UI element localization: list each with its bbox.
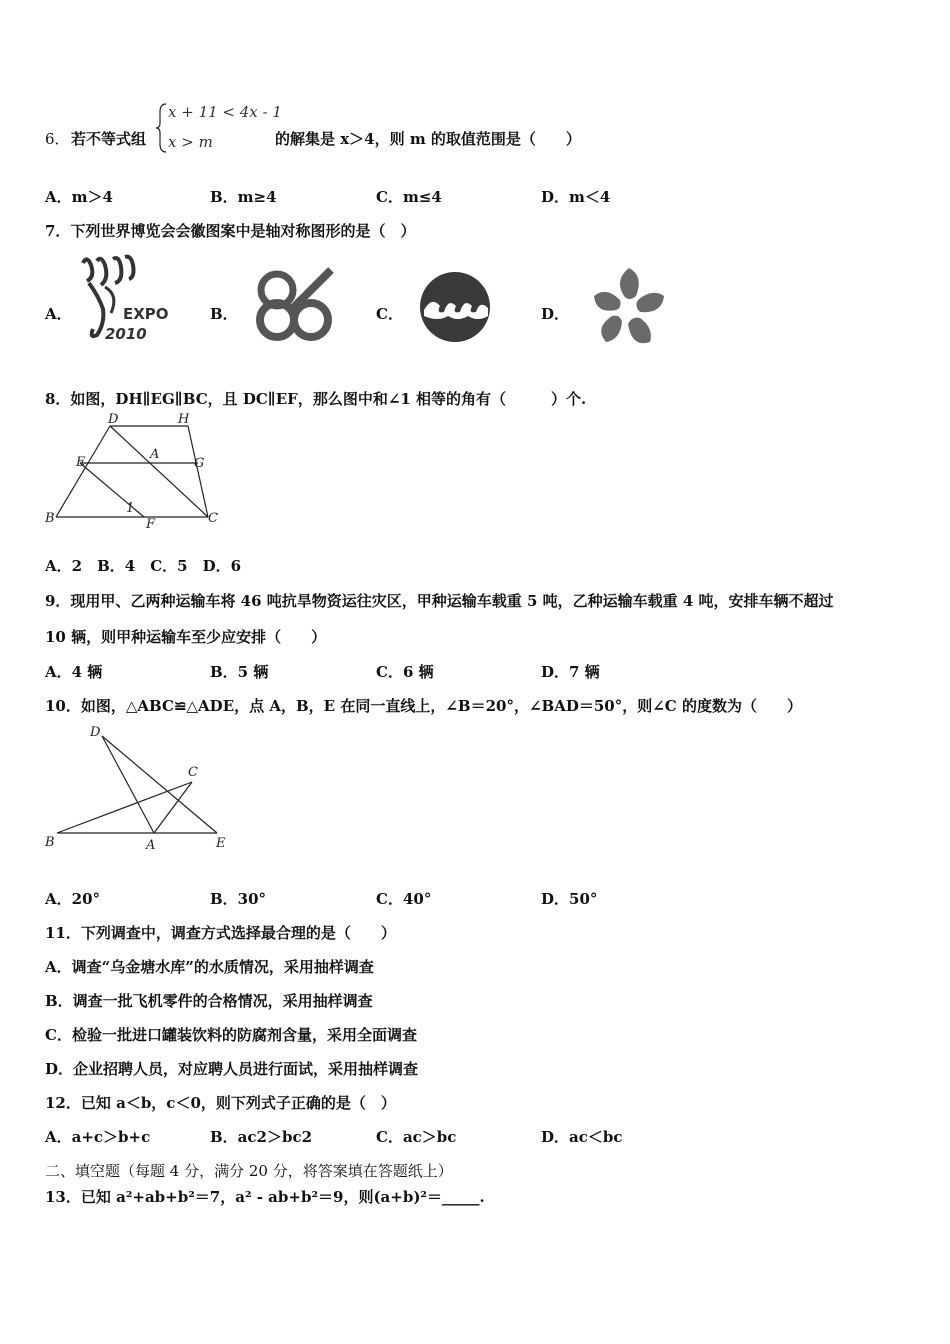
q7-label-d: D． (541, 305, 570, 323)
svg-text:C: C (208, 511, 218, 526)
q8-text: 8．如图，DH∥EG∥BC，且 DC∥EF，那么图中和∠1 相等的角有（ ）个. (45, 390, 587, 408)
q10-option-c: C．40° (376, 890, 432, 908)
q6-system-line2: x > m (168, 133, 213, 151)
svg-text:2010: 2010 (105, 325, 147, 343)
svg-text:D: D (108, 412, 119, 427)
q12-option-a: A．a+c＞b+c (45, 1128, 151, 1146)
logo-b-rings (255, 262, 340, 351)
q12-option-d: D．ac＜bc (541, 1128, 623, 1146)
q6-system-line1: x + 11 < 4x - 1 (168, 103, 282, 121)
q7-label-c: C． (376, 305, 403, 323)
q11-text: 11．下列调查中，调查方式选择最合理的是（ ） (45, 924, 396, 942)
q9-option-b: B．5 辆 (210, 663, 269, 681)
q6-option-d: D．m＜4 (541, 188, 611, 206)
svg-text:C: C (188, 765, 198, 780)
q9-option-c: C．6 辆 (376, 663, 434, 681)
q12-option-b: B．ac2＞bc2 (210, 1128, 313, 1146)
svg-text:E: E (216, 836, 226, 851)
q6-system-brace (155, 102, 169, 158)
q7-label-b: B． (210, 305, 238, 323)
q12-option-c: C．ac＞bc (376, 1128, 457, 1146)
svg-text:A: A (150, 447, 160, 462)
q9-option-a: A．4 辆 (45, 663, 103, 681)
q10-figure (42, 722, 237, 861)
q12-text: 12．已知 a＜b，c＜0，则下列式子正确的是（ ） (45, 1094, 396, 1112)
q6-option-a: A．m＞4 (45, 188, 113, 206)
q10-text: 10．如图，△ABC≌△ADE，点 A，B，E 在同一直线上，∠B＝20°，∠BAD＝50°，则∠C 的度数为（ ） (45, 697, 802, 715)
q11-option-b: B．调查一批飞机零件的合格情况，采用抽样调查 (45, 992, 373, 1010)
expo-2010-logo (75, 253, 175, 347)
q10-option-d: D．50° (541, 890, 598, 908)
q9-option-d: D．7 辆 (541, 663, 600, 681)
svg-text:D: D (90, 725, 101, 740)
q7-text: 7．下列世界博览会会徽图案中是轴对称图形的是（ ） (45, 222, 416, 240)
svg-text:E: E (76, 455, 86, 470)
logo-d-flower (588, 262, 670, 354)
q6-number: 6． (45, 130, 70, 148)
q8-options: A．2 B．4 C．5 D．6 (45, 557, 242, 575)
svg-text:EXPO: EXPO (123, 305, 169, 323)
q6-suffix: 的解集是 x＞4，则 m 的取值范围是（ ） (275, 130, 581, 148)
q6-option-c: C．m≤4 (376, 188, 442, 206)
q7-label-a: A． (45, 305, 72, 323)
q11-option-d: D．企业招聘人员，对应聘人员进行面试，采用抽样调查 (45, 1060, 419, 1078)
section-2-title: 二、填空题（每题 4 分，满分 20 分，将答案填在答题纸上） (45, 1162, 453, 1180)
q6-prefix: 若不等式组 (71, 130, 147, 148)
q6-option-b: B．m≥4 (210, 188, 277, 206)
q9-line2: 10 辆，则甲种运输车至少应安排（ ） (45, 628, 327, 646)
svg-text:F: F (146, 517, 156, 532)
q9-line1: 9．现用甲、乙两种运输车将 46 吨抗旱物资运往灾区，甲种运输车载重 5 吨，乙种运输车载重 4 吨，安排车辆不超过 (45, 592, 834, 610)
svg-text:1: 1 (126, 501, 135, 516)
q10-option-a: A．20° (45, 890, 101, 908)
svg-text:B: B (45, 511, 55, 526)
q11-option-c: C．检验一批进口罐装饮料的防腐剂含量，采用全面调查 (45, 1026, 417, 1044)
q11-option-a: A．调查“乌金塘水库”的水质情况，采用抽样调查 (45, 958, 374, 976)
svg-text:H: H (178, 412, 190, 427)
svg-text:G: G (194, 456, 205, 471)
logo-c-waves (418, 270, 493, 349)
q8-figure (42, 412, 227, 536)
svg-text:A: A (146, 838, 156, 853)
q13-text: 13．已知 a²+ab+b²＝7，a² - ab+b²＝9，则(a+b)²＝_____. (45, 1188, 485, 1206)
q10-option-b: B．30° (210, 890, 267, 908)
svg-text:B: B (45, 835, 55, 850)
